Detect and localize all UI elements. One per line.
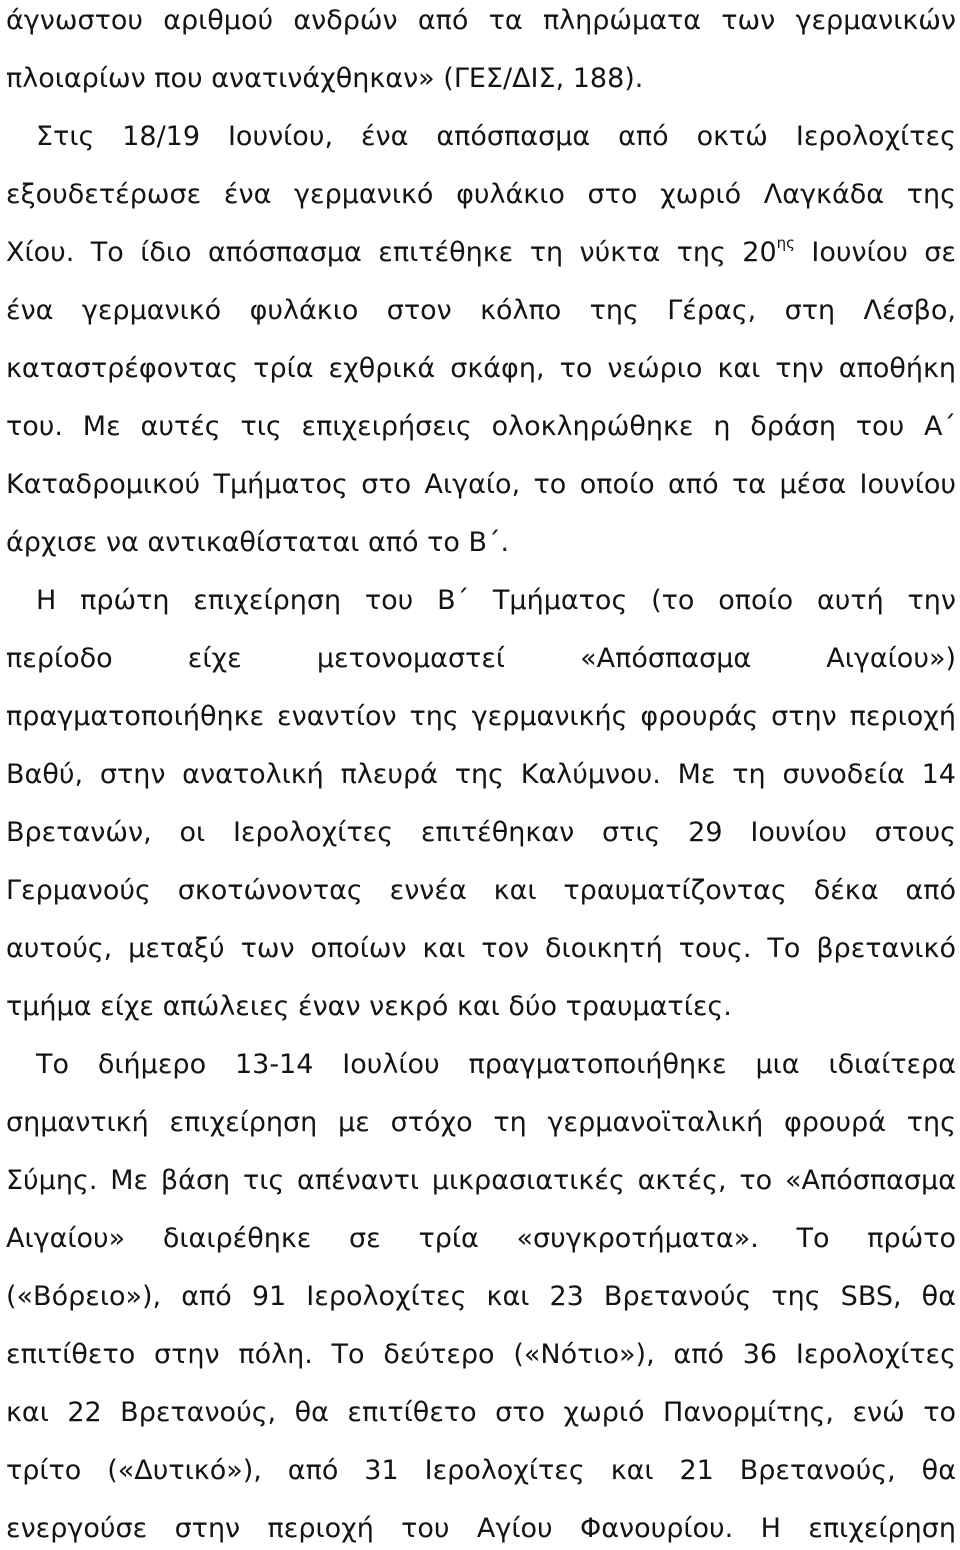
- text-line: άγνωστου αριθμού ανδρών από τα πληρώματα των γερμανικών: [6, 5, 956, 36]
- text-line: τρίτο («Δυτικό»), από 31 Ιερολοχίτες και 21 Βρετανούς, θα: [6, 1455, 956, 1486]
- text-line: περίοδο είχε μετονομαστεί «Απόσπασμα Αιγαίου»): [6, 643, 956, 674]
- text-line: («Βόρειο»), από 91 Ιερολοχίτες και 23 Βρετανούς της SBS, θα: [6, 1281, 956, 1312]
- text-line: Αιγαίου» διαιρέθηκε σε τρία «συγκροτήματα». Το πρώτο: [6, 1223, 956, 1254]
- text-line: Η πρώτη επιχείρηση του Β΄ Τμήματος (το οποίο αυτή την: [36, 585, 956, 616]
- text-line: άρχισε να αντικαθίσταται από το Β΄.: [6, 527, 510, 558]
- ordinal-superscript: ης: [776, 234, 795, 252]
- text-line: εξουδετέρωσε ένα γερμανικό φυλάκιο στο χωριό Λαγκάδα της: [6, 179, 956, 210]
- text-line: καταστρέφοντας τρία εχθρικά σκάφη, το νεώριο και την αποθήκη: [6, 353, 956, 384]
- text-line: [6, 233, 956, 273]
- text-line: αυτούς, μεταξύ των οποίων και τον διοικητή τους. Το βρετανικό: [6, 933, 956, 964]
- text-line: επιτίθετο στην πόλη. Το δεύτερο («Νότιο»), από 36 Ιερολοχίτες: [6, 1339, 956, 1370]
- text-line: ενεργούσε στην περιοχή του Αγίου Φανουρίου. Η επιχείρηση: [6, 1513, 956, 1544]
- text-line: και 22 Βρετανούς, θα επιτίθετο στο χωριό Πανορμίτης, ενώ το: [6, 1397, 956, 1428]
- text-line: σημαντική επιχείρηση με στόχο τη γερμανοϊταλική φρουρά της: [6, 1107, 956, 1138]
- text-line: Στις 18/19 Ιουνίου, ένα απόσπασμα από οκτώ Ιερολοχίτες: [36, 121, 956, 152]
- text-line: Βαθύ, στην ανατολική πλευρά της Καλύμνου. Με τη συνοδεία 14: [6, 759, 956, 790]
- text-line: Καταδρομικού Τμήματος στο Αιγαίο, το οποίο από τα μέσα Ιουνίου: [6, 469, 956, 500]
- text-line: πραγματοποιήθηκε εναντίον της γερμανικής φρουράς στην περιοχή: [6, 701, 956, 732]
- text-line: ένα γερμανικό φυλάκιο στον κόλπο της Γέρας, στη Λέσβο,: [6, 295, 956, 326]
- text-line: του. Με αυτές τις επιχειρήσεις ολοκληρώθηκε η δράση του Α΄: [6, 411, 956, 442]
- text-line: τμήμα είχε απώλειες έναν νεκρό και δύο τραυματίες.: [6, 991, 732, 1022]
- text-span: Χίου. Το ίδιο απόσπασμα επιτέθηκε τη νύκτα της 20: [6, 237, 777, 268]
- text-line: Γερμανούς σκοτώνοντας εννέα και τραυματίζοντας δέκα από: [6, 875, 956, 906]
- text-span: Ιουνίου σε: [794, 237, 956, 268]
- text-line: Σύμης. Με βάση τις απέναντι μικρασιατικές ακτές, το «Απόσπασμα: [6, 1165, 956, 1196]
- text-line: πλοιαρίων που ανατινάχθηκαν» (ΓΕΣ/ΔΙΣ, 188).: [6, 63, 644, 94]
- text-line: Το διήμερο 13-14 Ιουλίου πραγματοποιήθηκε μια ιδιαίτερα: [36, 1049, 956, 1080]
- text-line: Βρετανών, οι Ιερολοχίτες επιτέθηκαν στις 29 Ιουνίου στους: [6, 817, 956, 848]
